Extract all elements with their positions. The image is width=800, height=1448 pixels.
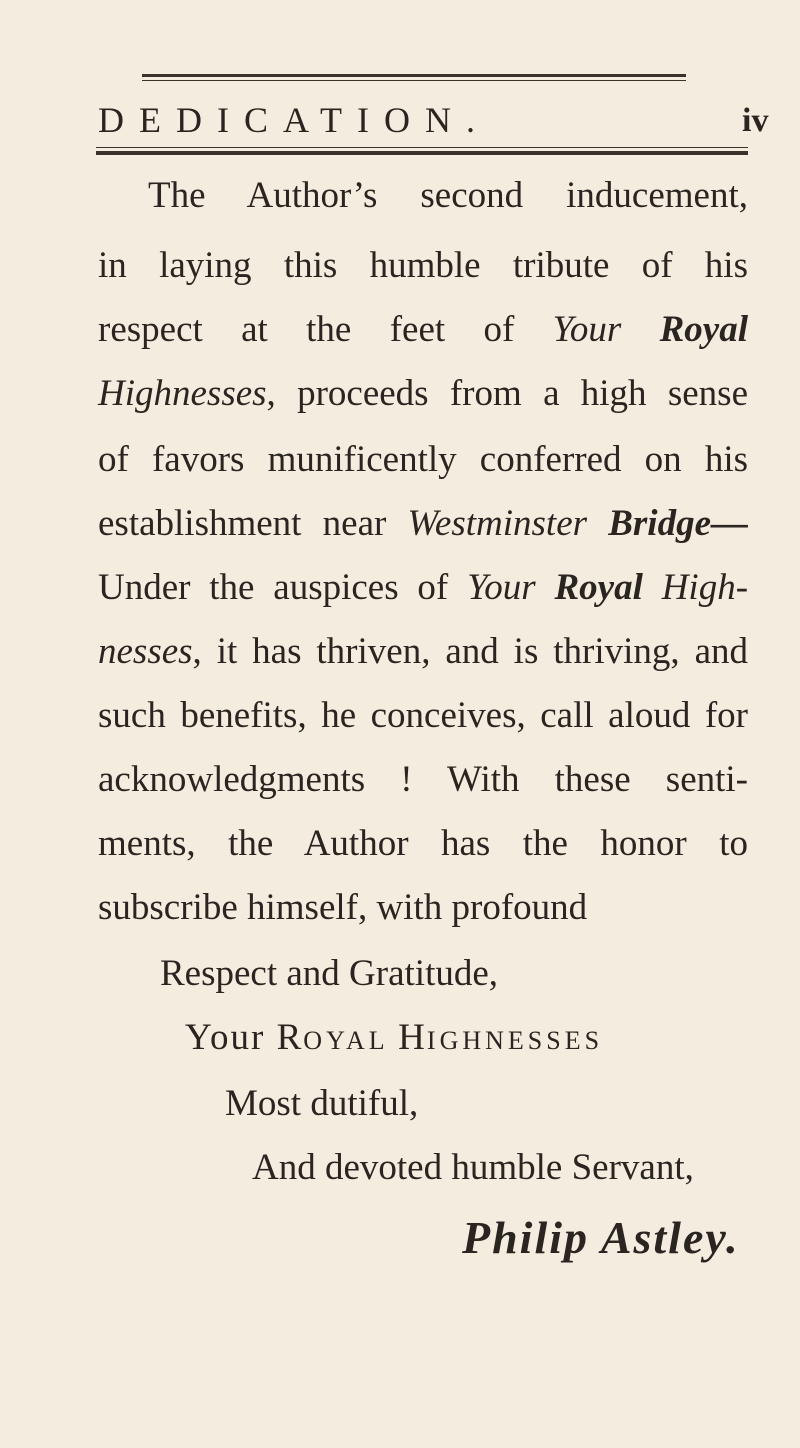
closing-your-royal-highnesses bbox=[185, 1016, 603, 1063]
text-span: respect at the feet of bbox=[98, 309, 515, 350]
text-line-5 bbox=[98, 438, 748, 482]
text-span: Under the auspices of bbox=[98, 567, 449, 608]
closing-respect bbox=[160, 952, 498, 996]
text-line-12 bbox=[98, 886, 587, 930]
text-span: our bbox=[210, 1017, 277, 1058]
closing-devoted-servant bbox=[252, 1146, 694, 1190]
text-span: Most dutiful, bbox=[225, 1083, 419, 1124]
text-span: Respect and Gratitude, bbox=[160, 953, 499, 994]
header-bottom-rule-thin bbox=[96, 147, 748, 148]
text-span: ments, the Author has the honor to bbox=[98, 823, 748, 864]
small-cap-initial: Y bbox=[185, 1017, 211, 1058]
page-number: iv bbox=[742, 102, 769, 139]
text-span: such benefits, he conceives, call aloud for bbox=[98, 695, 748, 736]
italic-your: Your bbox=[552, 309, 622, 350]
italic-your: Your bbox=[467, 567, 536, 608]
text-line-2 bbox=[98, 244, 748, 288]
text-span: subscribe himself, with profound bbox=[98, 887, 588, 928]
header-bottom-rule bbox=[96, 151, 748, 155]
small-cap-initial: R bbox=[276, 1017, 304, 1058]
italic-royal: Royal bbox=[554, 567, 643, 608]
text-span: of favors munificently conferred on his bbox=[98, 439, 748, 480]
italic-nesses: nesses bbox=[98, 631, 193, 672]
text-line-8 bbox=[98, 630, 748, 674]
text-span: Philip Astley. bbox=[462, 1212, 740, 1263]
text-line-4 bbox=[98, 372, 748, 416]
italic-westminster: Westminster bbox=[407, 503, 588, 544]
header-top-rule-thin bbox=[142, 80, 686, 81]
text-span: The Author’s second inducement, bbox=[148, 175, 748, 216]
text-span: establishment near bbox=[98, 503, 387, 544]
text-line-7 bbox=[98, 566, 748, 610]
running-head-title: DEDICATION. bbox=[98, 100, 490, 140]
text-line-11 bbox=[98, 822, 748, 866]
text-span: And devoted humble Servant, bbox=[252, 1147, 694, 1188]
header-top-rule bbox=[142, 74, 686, 77]
text-span: , proceeds from a high sense bbox=[266, 373, 748, 414]
text-span: , it has thriven, and is thriving, and bbox=[192, 631, 748, 672]
text-line-10 bbox=[98, 758, 748, 802]
text-span: in laying this humble tribute of his bbox=[98, 245, 748, 286]
text-line-3 bbox=[98, 308, 748, 352]
closing-most-dutiful bbox=[225, 1082, 418, 1126]
small-cap-initial: H bbox=[398, 1017, 427, 1058]
text-line-9 bbox=[98, 694, 748, 738]
italic-royal: Royal bbox=[659, 309, 748, 350]
small-cap-text: IGHNESSES bbox=[426, 1026, 604, 1055]
italic-bridge: Bridge— bbox=[608, 503, 748, 544]
italic-highnesses: Highnesses bbox=[98, 373, 267, 414]
italic-high: High- bbox=[661, 567, 749, 608]
text-line-1 bbox=[148, 174, 748, 218]
text-line-6 bbox=[98, 502, 748, 546]
signature-name bbox=[462, 1210, 740, 1266]
text-span: acknowledgments ! With these senti- bbox=[98, 759, 748, 800]
small-cap-text: OYAL bbox=[303, 1026, 399, 1055]
